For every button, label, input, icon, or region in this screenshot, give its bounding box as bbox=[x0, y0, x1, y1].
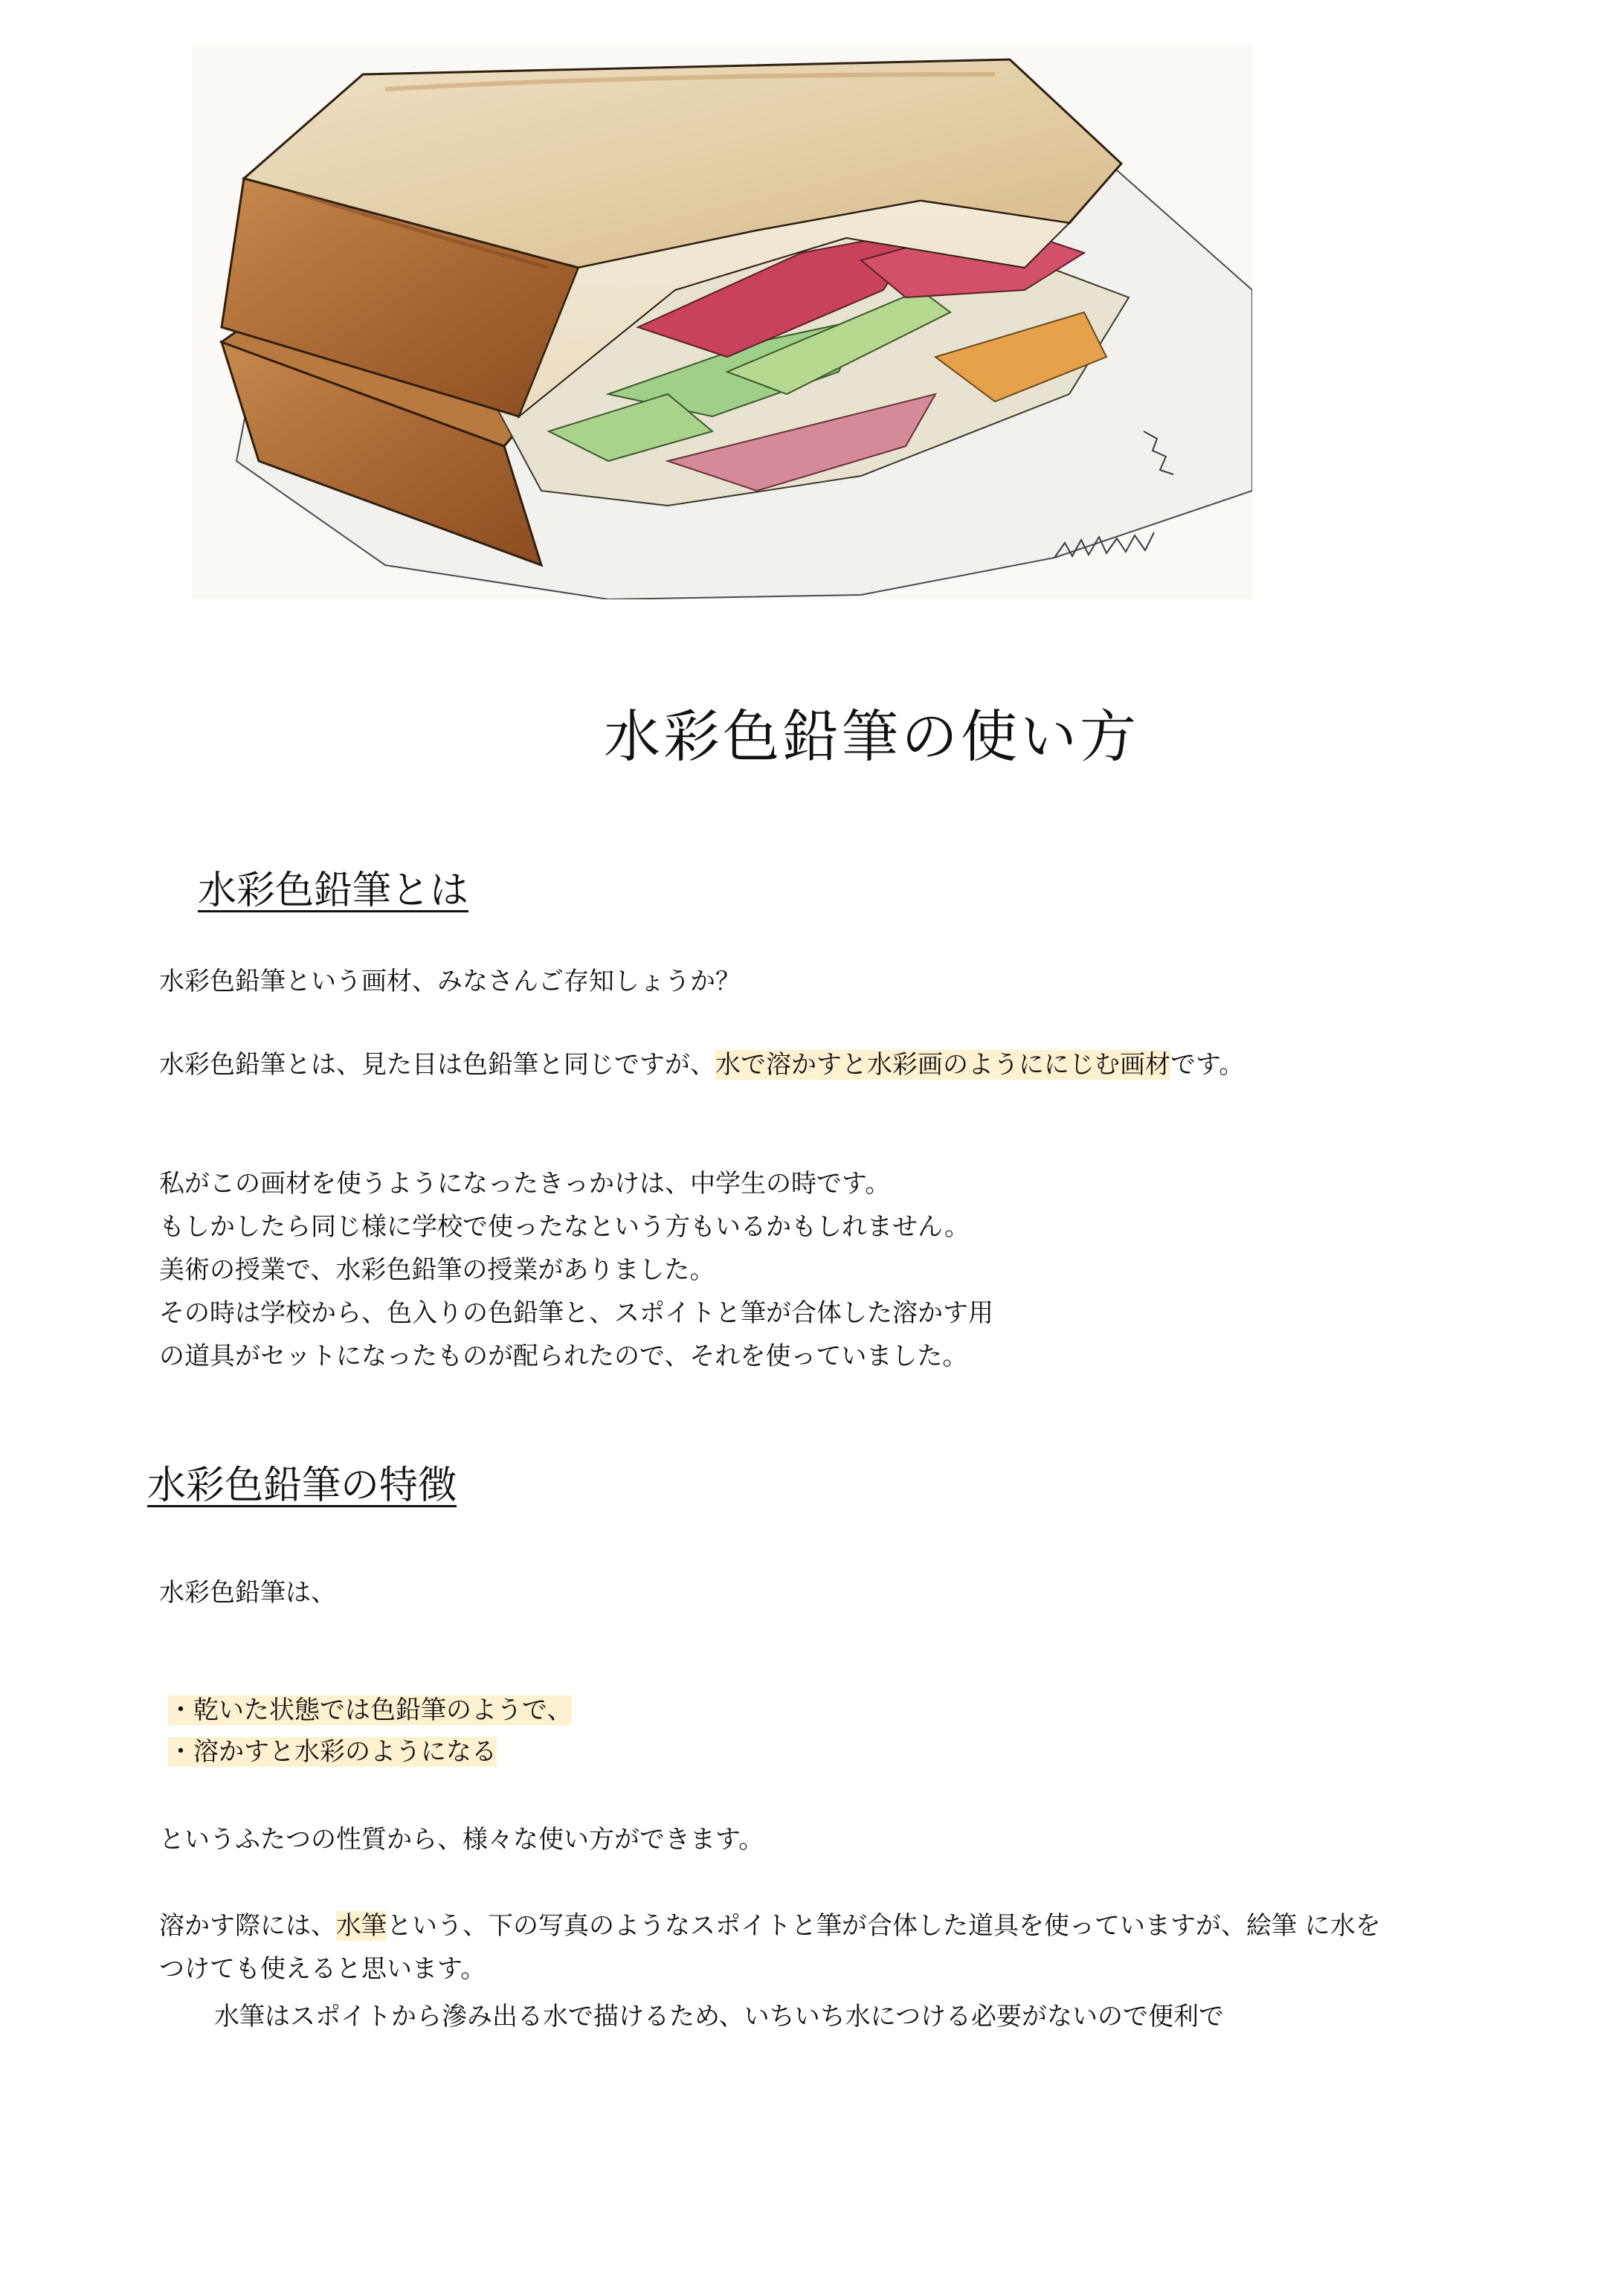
features-intro: 水彩色鉛筆は、 bbox=[159, 1578, 336, 1608]
water-brush-highlight: 水筆 bbox=[336, 1911, 387, 1941]
water-brush-paragraph-line2: つけても使えると思います。 bbox=[159, 1954, 486, 1984]
feature-bullet bbox=[168, 1736, 497, 1768]
section-heading-features: 水彩色鉛筆の特徴 bbox=[147, 1463, 457, 1508]
sandwich-illustration bbox=[192, 45, 1252, 599]
usage-summary: というふたつの性質から、様々な使い方ができます。 bbox=[159, 1825, 764, 1855]
story-line: の道具がセットになったものが配られたので、それを使っていました。 bbox=[159, 1341, 968, 1371]
definition-highlight: 水で溶かすと水彩画のようににじむ画材 bbox=[715, 1050, 1170, 1080]
water-brush-paragraph bbox=[159, 1910, 1381, 1942]
page-title: 水彩色鉛筆の使い方 bbox=[604, 703, 1139, 770]
intro-question: 水彩色鉛筆という画材、みなさんご存知しょうか？ bbox=[159, 967, 741, 996]
section-heading-what-is: 水彩色鉛筆とは bbox=[198, 869, 469, 913]
story-line: その時は学校から、色入りの色鉛筆と、スポイトと筆が合体した溶かす用 bbox=[159, 1298, 993, 1328]
story-line: もしかしたら同じ様に学校で使ったなという方もいるかもしれません。 bbox=[159, 1212, 970, 1242]
definition-paragraph bbox=[159, 1048, 1244, 1081]
feature-bullet-text: ・乾いた状態では色鉛筆のようで、 bbox=[168, 1695, 573, 1725]
water-brush-text-before: 溶かす際には、 bbox=[159, 1911, 336, 1941]
feature-bullet bbox=[168, 1694, 572, 1727]
story-line: 美術の授業で、水彩色鉛筆の授業がありました。 bbox=[159, 1255, 715, 1285]
water-brush-benefit: 水筆はスポイトから滲み出る水で描けるため、いちいち水につける必要がないので便利で bbox=[214, 2002, 1224, 2032]
story-line: 私がこの画材を使うようになったきっかけは、中学生の時です。 bbox=[159, 1169, 891, 1199]
feature-bullet-text: ・溶かすと水彩のようになる bbox=[168, 1737, 497, 1767]
definition-text-after: です。 bbox=[1170, 1050, 1245, 1080]
water-brush-text-after: という、下の写真のようなスポイトと筆が合体した道具を使っていますが、絵筆 に水を bbox=[387, 1911, 1381, 1941]
definition-text-before: 水彩色鉛筆とは、見た目は色鉛筆と同じですが、 bbox=[159, 1050, 715, 1080]
